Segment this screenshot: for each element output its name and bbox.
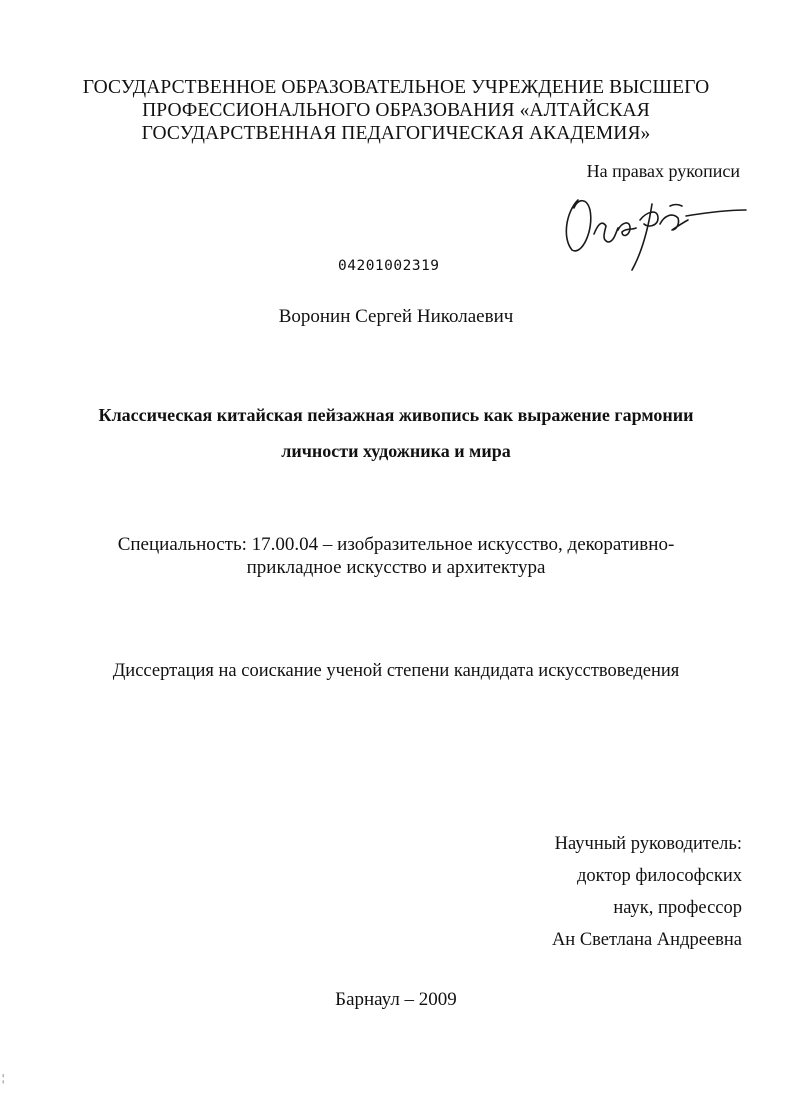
speciality-line-1: Специальность: 17.00.04 – изобразительное искусство, декоративно-: [117, 534, 675, 555]
rights-note: На правах рукописи: [586, 161, 740, 181]
dissertation-type: Диссертация на соискание ученой степени кандидата искусствоведения: [112, 661, 680, 681]
scan-edge-mark: ¦: [2, 1072, 5, 1084]
handwritten-signature: [560, 190, 750, 280]
speciality: [0, 533, 792, 579]
supervisor-label: Научный руководитель:: [554, 834, 742, 854]
author-name: Воронин Сергей Николаевич: [278, 306, 514, 327]
city-year: Барнаул – 2009: [335, 989, 457, 1010]
registration-number: 04201002319: [338, 258, 440, 274]
institution-line-3: ГОСУДАРСТВЕННАЯ ПЕДАГОГИЧЕСКАЯ АКАДЕМИЯ»: [141, 123, 651, 144]
title-line-1: Классическая китайская пейзажная живопись как выражение гармонии: [98, 405, 694, 425]
dissertation-title: [0, 397, 792, 469]
title-line-2: личности художника и мира: [281, 441, 511, 461]
supervisor-degree-line-2: наук, профессор: [613, 898, 742, 918]
speciality-line-2: прикладное искусство и архитектура: [246, 557, 546, 578]
supervisor-block: [552, 828, 742, 956]
institution-line-2: ПРОФЕССИОНАЛЬНОГО ОБРАЗОВАНИЯ «АЛТАЙСКАЯ: [142, 100, 650, 121]
supervisor-degree-line-1: доктор философских: [576, 866, 742, 886]
institution-line-1: ГОСУДАРСТВЕННОЕ ОБРАЗОВАТЕЛЬНОЕ УЧРЕЖДЕНИЕ ВЫСШЕГО: [82, 77, 710, 98]
supervisor-name: Ан Светлана Андреевна: [551, 930, 742, 950]
institution-header: [0, 76, 792, 145]
